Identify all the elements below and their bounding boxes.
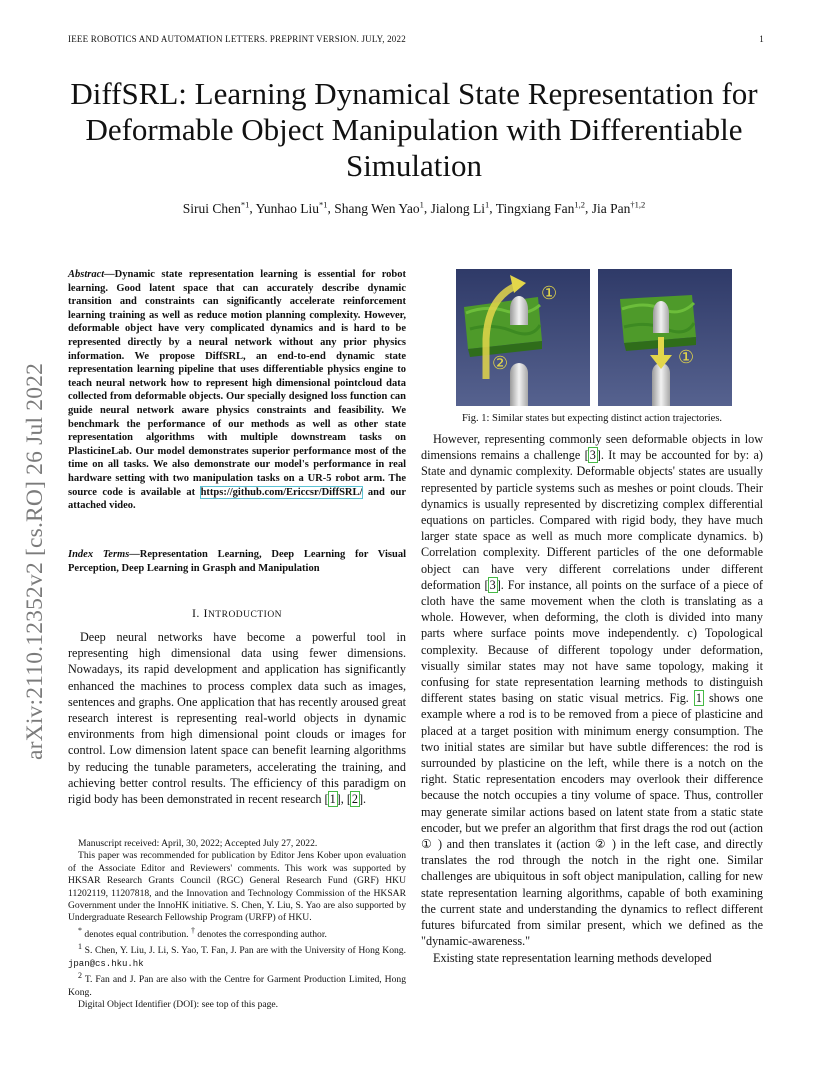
author: Jialong Li$^1$: [430, 199, 490, 216]
author: Tingxiang Fan$^{1,2}$: [495, 199, 585, 216]
section-heading-introduction: I. INTRODUCTION: [191, 606, 283, 620]
footnote-received: Manuscript received: April, 30, 2022; Accepted July 27, 2022.: [78, 838, 318, 849]
paragraph: Existing state representation learning methods developed: [433, 950, 712, 965]
figure-reference-link[interactable]: 1: [695, 691, 702, 706]
abstract-tail: and our attached video.: [68, 486, 406, 512]
source-code-link[interactable]: https://github.com/Ericcsr/DiffSRL/: [200, 486, 363, 498]
author: Jia Pan$^{\dagger 1,2}$: [591, 199, 646, 216]
author: Sirui Chen$^{*1}$: [182, 199, 250, 216]
action-label: ①: [678, 347, 695, 368]
abstract-text: Dynamic state representation learning is essential for robot learning. Good latent space that can accurately describe dynamic transition and constraints can significantly accelerate reinforcement learning training as well as reduce motion planning complexity. However, deformable object have very complicated dynamics and is hard to be represented directly by a neural network without any prior physics information. We propose DiffSRL, an end-to-end dynamic state representation learning pipeline that uses differentiable physics engine to teach neural network how to represent high dimensional pointcloud data collected from deformable objects. Our specially designed loss function can guide neural network aware physics constraints and feasibility. We benchmark the performance of our methods as well as other state representation algorithms with multiple downstream tasks on PlasticineLab. Our model demonstrates superior performance most of the time on all tasks. We also demonstrate our model's performance in real hardware setting with two manipulation tasks on a UR-5 robot arm. The source code is available at: [68, 269, 406, 498]
action-label: ①: [541, 283, 558, 304]
citation-link[interactable]: 2: [351, 792, 358, 807]
running-head: [68, 34, 764, 44]
author-list: Sirui Chen$^{*1}$, Yunhao Liu$^{*1}$, Shang Wen Yao$^1$, Jialong Li$^1$, Tingxiang Fan$^{1,2}$, Jia Pan$^{\dagger 1,2}$: [182, 199, 646, 216]
action-1-symbol: ①: [421, 837, 434, 852]
figure-panel-left: [456, 269, 590, 406]
abstract-lead: Abstract: [68, 269, 105, 280]
footnote-contribution: * denotes equal contribution. † denotes the corresponding author.: [78, 925, 327, 941]
footnote-affiliation-2: $^2$ T. Fan and J. Pan are also with the Centre for Garment Production Limited, Hong Kong.: [68, 971, 406, 999]
email: jpan@cs.hku.hk: [68, 959, 144, 970]
citation-link[interactable]: 1: [329, 792, 336, 807]
footnote-affiliation-1: $^1$ S. Chen, Y. Liu, J. Li, S. Yao, T. Fan, J. Pan are with the University of Hong Kong. jpan@cs.hku.hk: [68, 942, 406, 970]
index-terms-text: Representation Learning, Deep Learning for Visual Perception, Deep Learning in Grasph and Manipulation: [68, 549, 406, 574]
figure-caption: Fig. 1: Similar states but expecting distinct action trajectories.: [461, 413, 723, 424]
action-label: ②: [492, 353, 509, 374]
arxiv-stamp: arXiv:2110.12352v2 [cs.RO] 26 Jul 2022: [22, 362, 48, 760]
abstract: Abstract—Dynamic state representation learning is essential for robot learning. Good latent space that can accurately describe dynamic transition and constraints can significantly accelerate reinforcement learning training as well as reduce motion planning complexity. However, deformable object have very complicated dynamics and is hard to be represented directly by a neural network without any prior physics information. We propose DiffSRL, an end-to-end dynamic state representation learning pipeline that uses differentiable physics engine to teach neural network how to represent high dimensional pointcloud data collected from deformable objects. Our specially designed loss function can guide neural network aware physics constraints and feasibility. We benchmark the performance of our methods as well as other state representation algorithms with multiple downstream tasks on PlasticineLab. Our model demonstrates superior performance most of the time on all tasks. We also demonstrate our model's performance in real hardware setting with two manipulation tasks on a UR-5 robot arm. The source code is available at https://github.com/Ericcsr/DiffSRL/ and our attached video.: [68, 269, 406, 512]
right-column-body: [421, 431, 763, 966]
figure-panel-right: [598, 269, 732, 406]
citation-link[interactable]: 3: [489, 577, 496, 592]
page-number: 1: [759, 34, 764, 44]
index-terms-lead: Index Terms: [68, 549, 130, 560]
footnotes: [68, 838, 406, 1012]
citation-link[interactable]: 3: [589, 448, 596, 463]
author: Yunhao Liu$^{*1}$: [255, 199, 328, 216]
figure-1: [456, 269, 732, 406]
index-terms: Index Terms—Representation Learning, Deep Learning for Visual Perception, Deep Learning in Grasph and Manipulation: [68, 549, 406, 574]
paper-title: DiffSRL: Learning Dynamical State Representation for Deformable Object Manipulation with Differentiable Simulation: [70, 76, 758, 183]
footnote-recommendation: This paper was recommended for publication by Editor Jens Kober upon evaluation of the Associate Editor and Reviewers' comments. This work was supported by HKSAR Research Grants Council (RGC) General Research Fund (GRF) HKU 11202119, 11207818, and the Innovation and Technology Commission of the HKSAR Government under the InnoHK initiative. S. Chen, Y. Liu, S. Yao are also supported by Undergraduate Research Fellowship Program (URFP) of HKU.: [68, 850, 406, 924]
intro-paragraph: Deep neural networks have become a powerful tool in representing high dimensional data using fewer dimensions. Nowadays, its rapid development and application has significantly enhanced the machines to process complex data such as images, sentences and graphs. One application that has recently aroused great research interest is representing real-world objects in dynamic environments from high dimensional point clouds or images for control. Low dimension latent space can benefit learning algorithms by reducing the tunable parameters, accelerating the training, and achieving better control results. The efficiency of this paradigm on rigid body has been demonstrated in recent research [1], [2].: [68, 630, 406, 807]
action-2-symbol: ②: [594, 837, 608, 852]
author: Shang Wen Yao$^1$: [334, 199, 424, 216]
running-title: IEEE ROBOTICS AND AUTOMATION LETTERS. PREPRINT VERSION. JULY, 2022: [68, 34, 406, 44]
paragraph: However, representing commonly seen deformable objects in low dimensions remains a challenge [3]. It may be accounted for by: a) State and dynamic complexity. Deformable objects' states are usually represented by particle systems such as meshes or point clouds. Their dynamics is usually represented by discretizing complex differential equations on particles. Compared with rigid body, they have much larger state space as well as much more complicate dynamics. b) Correlation complexity. Different particles of the one deformable object can have very different correlations under different deformation [3]. For instance, all points on the surface of a piece of cloth have the same movement when the cloth is translating as a whole. However, when deforming, the cloth is divided into many parts where surface points move independently. c) Topological complexity. Because of different topology under deformation, visually similar states may not have same topology, making it confusing for state representation learning methods to distinguish different states basing on static visual metrics. Fig. 1 shows one example where a rod is to be removed from a piece of plasticine and placed at a target position with minimum energy consumption. The two initial states are similar but have subtle differences: the rod is surrounded by plasticine on the left, while there is a notch on the right. Static representation encoders may overlook their difference because the notch occupies a tiny volume of space. Thus, controller may generate similar actions based on latent state from a static state encoder, but we prefer an algorithm that first drags the rod out (action ① ) and then translates it (action ② ) in the left case, and directly translates the rod through the notch in the right one. Similar challenges are ubiquitous in soft object manipulation, calling for new state representation learning algorithms, capable of both examining the current state and understanding the dynamics to reflect different futures bifurcated from similar present, which we defined as the "dynamic-awareness.": [421, 432, 764, 949]
footnote-doi: Digital Object Identifier (DOI): see top of this page.: [78, 999, 279, 1011]
